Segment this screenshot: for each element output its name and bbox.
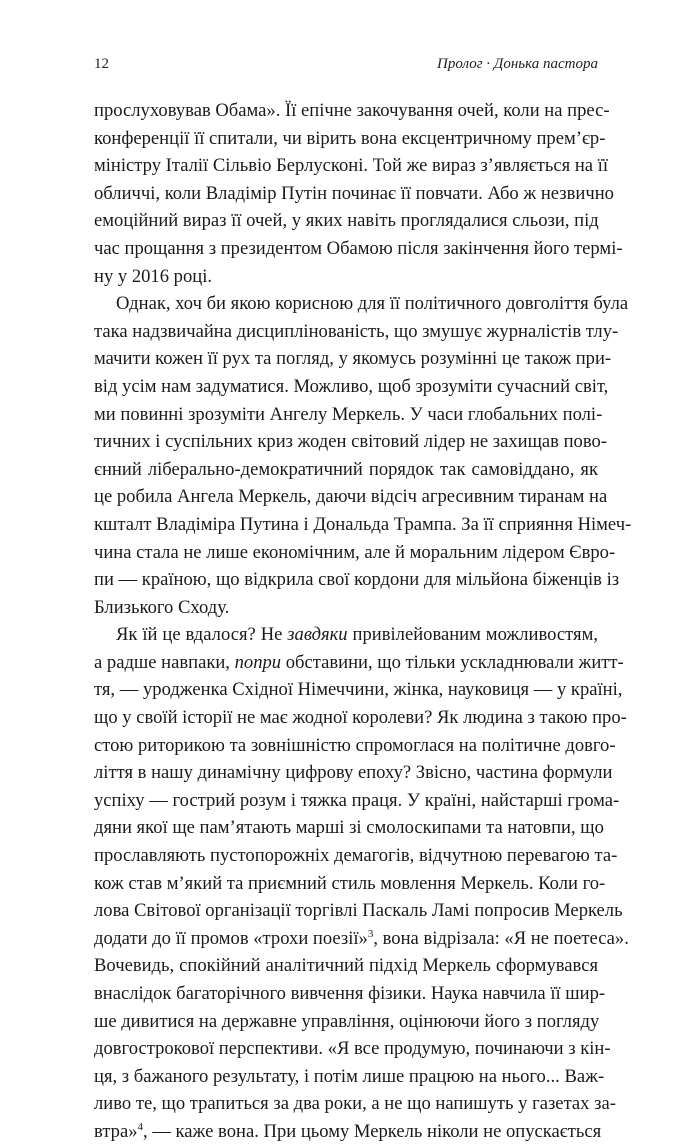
text-line: кож став м’який та приємний стиль мовлення Меркель. Коли го- <box>94 872 606 894</box>
text-line: міністру Італії Сільвіо Берлусконі. Той же вираз з’являється на її <box>94 155 609 177</box>
text-line: обличчі, коли Владімір Путін починає її повчати. Або ж незвично <box>94 182 614 204</box>
text-line: кшталт Владіміра Путина і Дональда Трампа. За її сприяння Німеч- <box>94 513 632 535</box>
body-text <box>94 97 632 1146</box>
text-line: втра»$^4$, — каже вона. При цьому Меркель ніколи не опускається <box>94 1120 602 1142</box>
text-line: довгострокової перспективи. «Я все продумую, починаючи з кін- <box>94 1038 611 1060</box>
text-line: дяни якої ще пам’ятають марші зі смолоскипами та натовпи, що <box>94 817 604 839</box>
text-line: внаслідок багаторічного вивчення фізики. Наука навчила її шир- <box>94 983 606 1004</box>
emphasis: завдяки <box>287 624 348 646</box>
text-line: ми повинні зрозуміти Ангелу Меркель. У часи глобальних полі- <box>94 403 603 425</box>
text-line: це робила Ангела Меркель, даючи відсіч агресивним тиранам на <box>94 486 608 508</box>
text-line: тичних і суспільних криз жоден світовий лідер не захищав пово- <box>94 431 607 453</box>
text-line: Однак, хоч би якою корисною для її політичного довголіття була <box>116 293 629 315</box>
footnote-ref[interactable]: 4 <box>137 1120 144 1133</box>
footnote-ref[interactable]: 3 <box>367 927 374 940</box>
text-line: Вочевидь, спокійний аналітичний підхід Меркель сформувався <box>94 955 598 977</box>
text-line: тя, — уродженка Східної Німеччини, жінка, науковиця — у країні, <box>94 679 623 701</box>
text-line: мачити кожен її рух та погляд, у якомусь розумінні це також при- <box>94 348 612 370</box>
text-line: ше дивитися на державне управління, оцінюючи його з погляду <box>94 1010 600 1032</box>
text-line: ну у 2016 році. <box>94 265 213 287</box>
text-line: емоційний вираз її очей, у яких навіть проглядалися сльози, під <box>94 210 599 232</box>
text-line: Як їй це вдалося? Не завдяки привілейованим можливостям, <box>116 624 598 646</box>
page-header <box>94 56 598 73</box>
text-line: чина стала не лише економічним, але й моральним лідером Євро- <box>94 541 616 563</box>
text-line: така надзвичайна дисциплінованість, що змушує журналістів тлу- <box>94 320 619 342</box>
text-line: ця, з бажаного результату, і потім лише працюю на нього... Важ- <box>94 1065 605 1087</box>
page-number: 12 <box>94 56 109 72</box>
text-line: пи — країною, що відкрила свої кордони для мільйона біженців із <box>94 569 620 591</box>
text-line: прослуховував Обама». Її епічне закочування очей, коли на прес- <box>94 100 610 121</box>
text-line: ліття в нашу динамічну цифрову епоху? Звісно, частина формули <box>94 762 613 784</box>
text-line: успіху — гострий розум і тяжка праця. У країні, найстарші грома- <box>94 789 620 811</box>
text-line: лова Світової організації торгівлі Паскаль Ламі попросив Меркель <box>94 900 623 922</box>
text-line: прославляють пустопорожніх демагогів, відчутною перевагою та- <box>94 845 618 867</box>
emphasis: попри <box>234 651 282 673</box>
text-line: стою риторикою та зовнішністю спромоглася на політичне довго- <box>94 734 616 756</box>
text-line: додати до її промов «трохи поезії»$^3$, вона відрізала: «Я не поетеса». <box>94 927 629 949</box>
text-line: ливо те, що трапиться за два роки, а не що напишуть у газетах за- <box>94 1093 616 1115</box>
text-line: а радше навпаки, попри обставини, що тільки ускладнювали житт- <box>94 651 624 673</box>
text-line: від усім нам задуматися. Можливо, щоб зрозуміти сучасний світ, <box>94 375 609 397</box>
text-line: єнний ліберально-демократичний порядок так самовіддано, як <box>94 458 598 480</box>
text-line: що у своїй історії не має жодної королеви? Як людина з такою про- <box>94 707 627 729</box>
running-title: Пролог · Донька пастора <box>437 56 598 72</box>
text-line: Близького Сходу. <box>94 596 230 618</box>
text-line: конференції її спитали, чи вірить вона ексцентричному прем’єр- <box>94 127 606 149</box>
text-line: час прощання з президентом Обамою після закінчення його термі- <box>94 237 623 259</box>
